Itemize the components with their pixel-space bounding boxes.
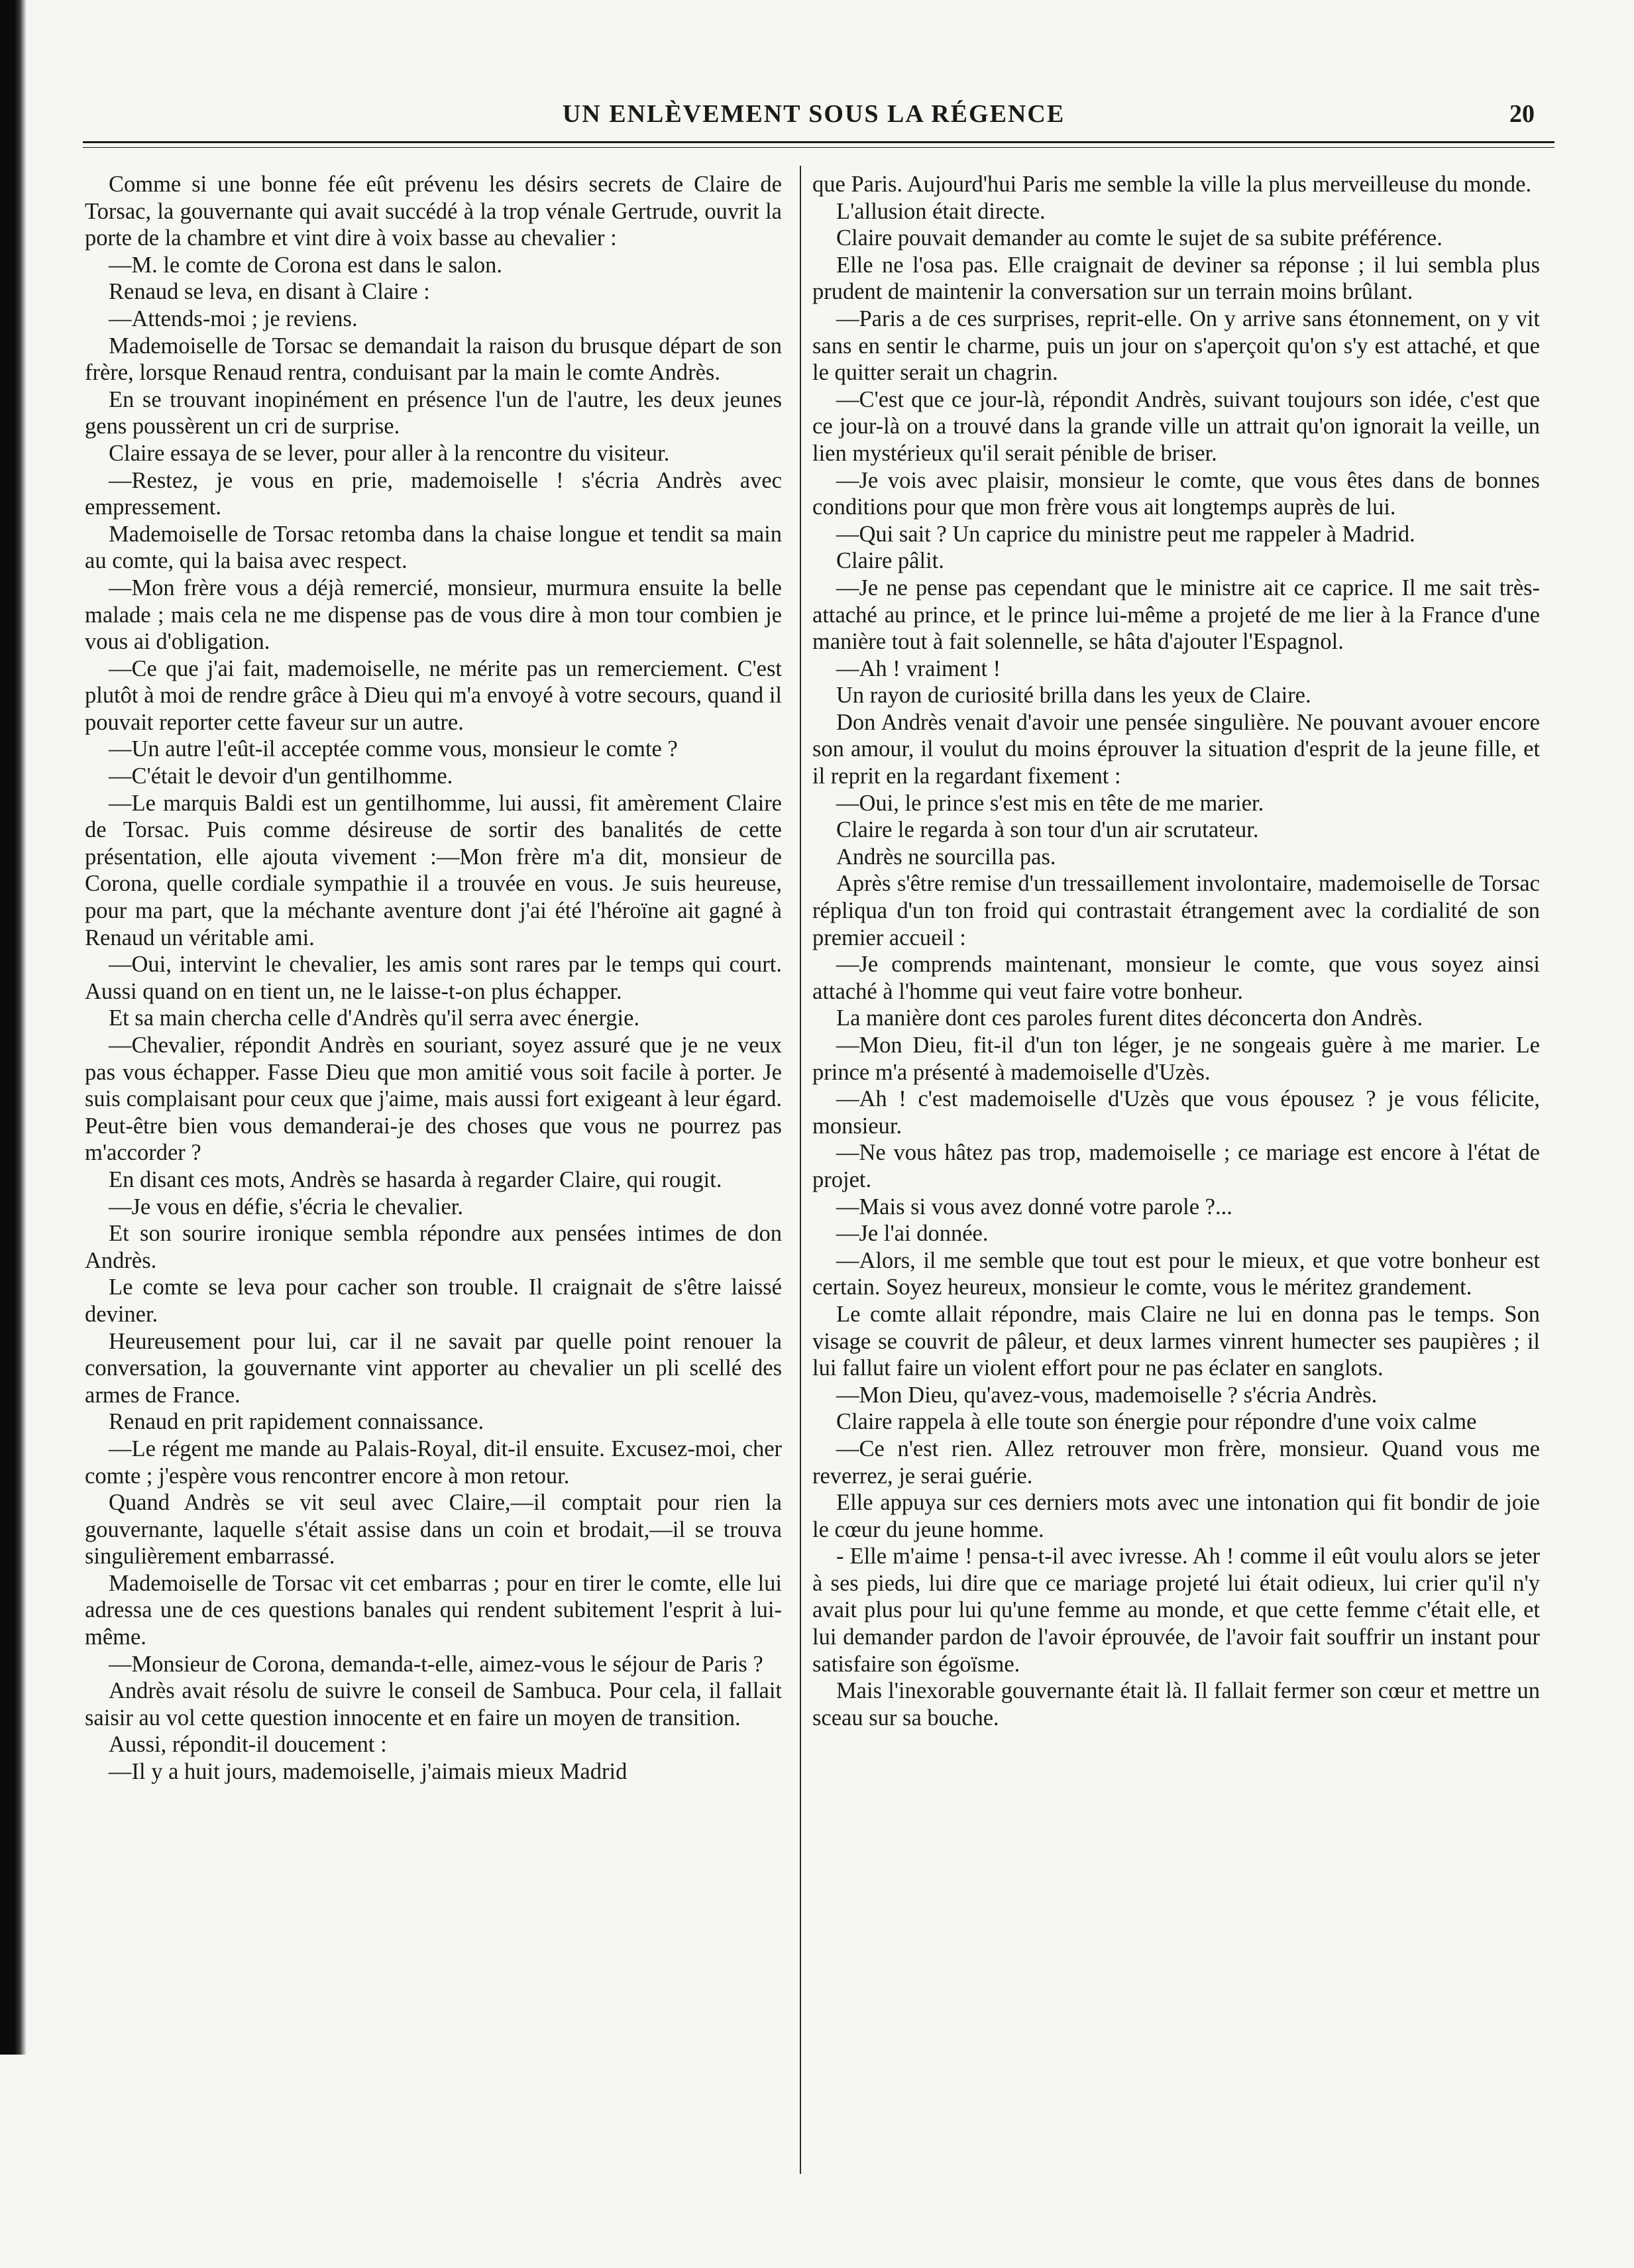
- paragraph: Le comte se leva pour cacher son trouble. Il craignait de s'être laissé deviner.: [85, 1275, 782, 1327]
- paragraph: Elle ne l'osa pas. Elle craignait de deviner sa réponse ; il lui sembla plus prudent de maintenir la conversation sur un terrain moins brûlant.: [812, 252, 1540, 305]
- paragraph: En disant ces mots, Andrès se hasarda à regarder Claire, qui rougit.: [109, 1166, 722, 1192]
- paragraph: Claire rappela à elle toute son énergie pour répondre d'une voix calme: [836, 1409, 1477, 1435]
- paragraph: Heureusement pour lui, car il ne savait par quelle point renouer la conversation, la gouvernante vint apporter au chevalier un pli scellé des armes de France.: [85, 1328, 782, 1408]
- paragraph: —Un autre l'eût-il acceptée comme vous, monsieur le comte ?: [109, 736, 678, 762]
- paragraph: —Monsieur de Corona, demanda-t-elle, aimez-vous le séjour de Paris ?: [109, 1651, 763, 1677]
- paragraph: —C'était le devoir d'un gentilhomme.: [109, 764, 453, 789]
- paragraph: Aussi, répondit-il doucement :: [109, 1732, 387, 1758]
- paragraph: —Le régent me mande au Palais-Royal, dit-il ensuite. Excusez-moi, cher comte ; j'espère vous rencontrer encore à mon retour.: [85, 1436, 782, 1489]
- paragraph: Claire pouvait demander au comte le sujet de sa subite préférence.: [836, 225, 1443, 251]
- paragraph: —C'est que ce jour-là, répondit Andrès, suivant toujours son idée, c'est que ce jour-là on a trouvé dans la grande ville un attrait qu'on ignorait la veille, un lien mystérieux qu'il serait pénible de briser.: [812, 386, 1540, 466]
- paragraph: —Ce n'est rien. Allez retrouver mon frère, monsieur. Quand vous me reverrez, je serai guérie.: [812, 1436, 1540, 1489]
- running-header: [80, 99, 1548, 146]
- paragraph: —Chevalier, répondit Andrès en souriant, soyez assuré que je ne veux pas vous échapper. Fasse Dieu que mon amitié vous soit facile à porter. Je suis complaisant pour ceux que j'aime, mais aussi fort exigeant à leur égard. Peut-être bien vous demanderai-je des choses que vous ne pourrez pas m'accorder ?: [85, 1033, 782, 1166]
- paragraph: —Mon frère vous a déjà remercié, monsieur, murmura ensuite la belle malade ; mais cela ne me dispense pas de vous dire à mon tour combien je vous ai d'obligation.: [85, 575, 782, 655]
- paragraph: —Mon Dieu, fit-il d'un ton léger, je ne songeais guère à me marier. Le prince m'a présenté à mademoiselle d'Uzès.: [812, 1033, 1540, 1085]
- paragraph: —Ne vous hâtez pas trop, mademoiselle ; ce mariage est encore à l'état de projet.: [812, 1140, 1540, 1192]
- paragraph: Un rayon de curiosité brilla dans les yeux de Claire.: [836, 683, 1311, 709]
- paragraph: Claire le regarda à son tour d'un air scrutateur.: [836, 817, 1259, 843]
- header-rule-thick: [83, 141, 1554, 143]
- running-title: UN ENLÈVEMENT SOUS LA RÉGENCE: [562, 100, 1065, 128]
- left-column: [85, 171, 782, 1786]
- right-column: [812, 171, 1540, 1731]
- paragraph: —Ah ! c'est mademoiselle d'Uzès que vous épousez ? je vous félicite, monsieur.: [812, 1086, 1540, 1139]
- paragraph: —Je comprends maintenant, monsieur le comte, que vous soyez ainsi attaché à l'homme qui veut faire votre bonheur.: [812, 952, 1540, 1004]
- paragraph: —Je vois avec plaisir, monsieur le comte, que vous êtes dans de bonnes conditions pour que mon frère vous ait longtemps auprès de lui.: [812, 467, 1540, 520]
- paragraph: - Elle m'aime ! pensa-t-il avec ivresse. Ah ! comme il eût voulu alors se jeter à ses pieds, lui dire que ce mariage projeté lui était odieux, lui crier qu'il n'y avait plus pour lui qu'une femme au monde, et que cette femme c'était elle, et lui demander pardon de l'avoir éprouvée, de l'avoir fait souffrir un instant pour satisfaire son égoïsme.: [812, 1544, 1540, 1677]
- paragraph: —M. le comte de Corona est dans le salon.: [109, 252, 503, 278]
- paragraph: Quand Andrès se vit seul avec Claire,—il comptait pour rien la gouvernante, laquelle s'était assise dans un coin et brodait,—il se trouva singulièrement embarrassé.: [85, 1490, 782, 1569]
- paragraph: —Mon Dieu, qu'avez-vous, mademoiselle ? s'écria Andrès.: [836, 1382, 1378, 1408]
- paragraph: Comme si une bonne fée eût prévenu les désirs secrets de Claire de Torsac, la gouvernante qui avait succédé à la trop vénale Gertrude, ouvrit la porte de la chambre et vint dire à voix basse au chevalier :: [85, 172, 782, 251]
- paragraph: En se trouvant inopinément en présence l'un de l'autre, les deux jeunes gens poussèrent un cri de surprise.: [85, 386, 782, 439]
- column-divider: [800, 166, 801, 2174]
- paragraph: —Qui sait ? Un caprice du ministre peut me rappeler à Madrid.: [836, 521, 1415, 547]
- paragraph: —Oui, intervint le chevalier, les amis sont rares par le temps qui court. Aussi quand on en tient un, ne le laisse-t-on plus échapper.: [85, 952, 782, 1004]
- paragraph: —Oui, le prince s'est mis en tête de me marier.: [836, 790, 1264, 816]
- paragraph: —Paris a de ces surprises, reprit-elle. On y arrive sans étonnement, on y vit sans en sentir le charme, puis un jour on s'aperçoit qu'on s'y est attaché, et que le quitter serait un chagrin.: [812, 306, 1540, 386]
- paragraph: —Ah ! vraiment !: [836, 655, 1001, 681]
- paragraph: —Mais si vous avez donné votre parole ?...: [836, 1194, 1232, 1219]
- paragraph: —Je vous en défie, s'écria le chevalier.: [109, 1194, 463, 1219]
- paragraph: Renaud en prit rapidement connaissance.: [109, 1409, 484, 1435]
- paragraph: —Je ne pense pas cependant que le ministre ait ce caprice. Il me sait très-attaché au prince, et le prince lui-même a projeté de me lier à la France d'une manière tout à fait solennelle, se hâta d'ajouter l'Espagnol.: [812, 575, 1540, 655]
- paragraph: Mademoiselle de Torsac retomba dans la chaise longue et tendit sa main au comte, qui la baisa avec respect.: [85, 521, 782, 574]
- paragraph: Mais l'inexorable gouvernante était là. Il fallait fermer son cœur et mettre un sceau sur sa bouche.: [812, 1678, 1540, 1730]
- paragraph: Andrès avait résolu de suivre le conseil de Sambuca. Pour cela, il fallait saisir au vol cette question innocente et en faire un moyen de transition.: [85, 1678, 782, 1730]
- paragraph: —Alors, il me semble que tout est pour le mieux, et que votre bonheur est certain. Soyez heureux, monsieur le comte, vous le méritez grandement.: [812, 1247, 1540, 1300]
- paragraph: Renaud se leva, en disant à Claire :: [109, 279, 430, 305]
- paragraph: —Il y a huit jours, mademoiselle, j'aimais mieux Madrid: [109, 1759, 627, 1785]
- paragraph: Claire pâlit.: [836, 548, 944, 574]
- paragraph: —Restez, je vous en prie, mademoiselle ! s'écria Andrès avec empressement.: [85, 467, 782, 520]
- paragraph: Après s'être remise d'un tressaillement involontaire, mademoiselle de Torsac répliqua d'un ton froid qui contrastait étrangement avec la cordialité de son premier accueil :: [812, 871, 1540, 950]
- paragraph: que Paris. Aujourd'hui Paris me semble la ville la plus merveilleuse du monde.: [812, 172, 1532, 197]
- paragraph: Et sa main chercha celle d'Andrès qu'il serra avec énergie.: [109, 1005, 640, 1031]
- paragraph: Claire essaya de se lever, pour aller à la rencontre du visiteur.: [109, 440, 670, 466]
- page-binding-edge: [0, 0, 27, 2055]
- paragraph: —Ce que j'ai fait, mademoiselle, ne mérite pas un remerciement. C'est plutôt à moi de rendre grâce à Dieu qui m'a envoyé à votre secours, quand il pouvait reporter cette faveur sur un autre.: [85, 655, 782, 735]
- paragraph: La manière dont ces paroles furent dites déconcerta don Andrès.: [836, 1005, 1423, 1031]
- paragraph: Andrès ne sourcilla pas.: [836, 844, 1056, 870]
- paragraph: —Le marquis Baldi est un gentilhomme, lui aussi, fit amèrement Claire de Torsac. Puis comme désireuse de sortir des banalités de cette présentation, elle ajouta vivement :—Mon frère m'a dit, monsieur de Corona, quelle cordiale sympathie il a trouvée en vous. Je suis heureuse, pour ma part, que la méchante aventure dont j'ai été l'héroïne ait gagné à Renaud un véritable ami.: [85, 790, 782, 950]
- paragraph: Le comte allait répondre, mais Claire ne lui en donna pas le temps. Son visage se couvrit de pâleur, et deux larmes vinrent humecter ses paupières ; il lui fallut faire un violent effort pour ne pas éclater en sanglots.: [812, 1301, 1540, 1381]
- paragraph: Don Andrès venait d'avoir une pensée singulière. Ne pouvant avouer encore son amour, il voulut du moins éprouver la situation d'esprit de la jeune fille, et il reprit en la regardant fixement :: [812, 709, 1540, 789]
- paragraph: Et son sourire ironique sembla répondre aux pensées intimes de don Andrès.: [85, 1221, 782, 1273]
- paragraph: —Attends-moi ; je reviens.: [109, 306, 358, 331]
- page-number: 20: [1509, 100, 1535, 128]
- paragraph: Mademoiselle de Torsac se demandait la raison du brusque départ de son frère, lorsque Renaud rentra, conduisant par la main le comte Andrès.: [85, 333, 782, 386]
- paragraph: L'allusion était directe.: [836, 198, 1046, 224]
- header-rule-thin: [83, 147, 1554, 148]
- paragraph: Mademoiselle de Torsac vit cet embarras ; pour en tirer le comte, elle lui adressa une de ces questions banales qui rendent subitement l'esprit à lui-même.: [85, 1570, 782, 1650]
- paragraph: —Je l'ai donnée.: [836, 1221, 989, 1247]
- paragraph: Elle appuya sur ces derniers mots avec une intonation qui fit bondir de joie le cœur du jeune homme.: [812, 1490, 1540, 1542]
